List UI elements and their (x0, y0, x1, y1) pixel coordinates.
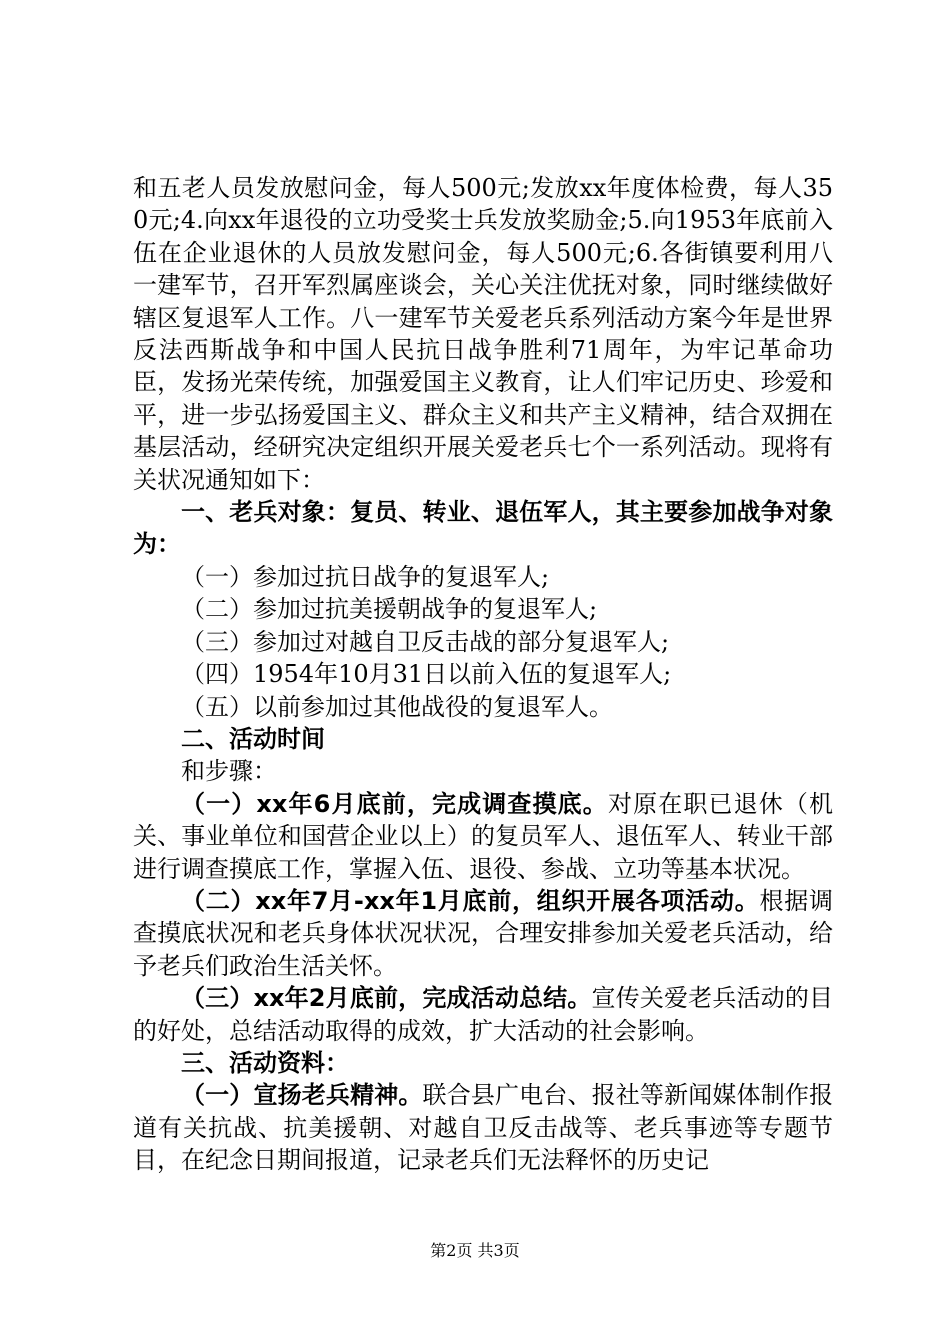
step-paragraph (133, 885, 833, 982)
page-footer: 第2页 共3页 (430, 1241, 520, 1260)
step-title: （一）xx年6月底前，完成调查摸底。 (181, 789, 608, 818)
step-text: 宣传关爱老兵活动的目的好处，总结活动取得的成效，扩大活动的社会影响。 (133, 984, 833, 1045)
content-title: （一）宣扬老兵精神。 (181, 1081, 423, 1110)
step-title: （三）xx年2月底前，完成活动总结。 (181, 984, 592, 1013)
step-paragraph (133, 982, 833, 1047)
step-paragraph (133, 788, 833, 885)
list-item: （三）参加过对越自卫反击战的部分复退军人; (181, 627, 670, 656)
list-item: （四）1954年10月31日以前入伍的复退军人; (181, 660, 672, 689)
list-item: （二）参加过抗美援朝战争的复退军人; (181, 595, 598, 624)
step-text: 对原在职已退休（机关、事业单位和国营企业以上）的复员军人、退伍军人、转业干部进行调查摸底工作，掌握入伍、退役、参战、立功等基本状况。 (133, 789, 834, 883)
list-item: （五）以前参加过其他战役的复退军人。 (181, 692, 613, 721)
heading-activity-time: 二、活动时间 (181, 724, 325, 753)
content-paragraph (133, 1079, 833, 1176)
list-item: （一）参加过抗日战争的复退军人; (181, 562, 550, 591)
document-body (133, 172, 833, 1177)
heading-activity-content: 三、活动资料： (181, 1048, 349, 1077)
heading-veteran-targets: 一、老兵对象：复员、转业、退伍军人，其主要参加战争对象为： (133, 498, 833, 559)
paragraph-intro: 和五老人员发放慰问金，每人500元;发放xx年度体检费，每人350元;4.向xx年退役的立功受奖士兵发放奖励金;5.向1953年底前入伍在企业退休的人员放发慰问金，每人500元;6.各街镇要利用八一建军节，召开军烈属座谈会，关心关注优抚对象，同时继续做好辖区复退军人工作。八一建军节关爱老兵系列活动方案今年是世界反法西斯战争和中国人民抗日战争胜利71周年，为牢记革命功臣，发扬光荣传统，加强爱国主义教育，让人们牢记历史、珍爱和平，进一步弘扬爱国主义、群众主义和共产主义精神，结合双拥在基层活动，经研究决定组织开展关爱老兵七个一系列活动。现将有关状况通知如下： (133, 174, 833, 494)
step-text: 根据调查摸底状况和老兵身体状况状况，合理安排参加关爱老兵活动，给予老兵们政治生活关怀。 (133, 886, 834, 980)
content-text: 联合县广电台、报社等新闻媒体制作报道有关抗战、抗美援朝、对越自卫反击战等、老兵事迹等专题节目，在纪念日期间报道，记录老兵们无法释怀的历史记 (133, 1081, 834, 1175)
step-title: （二）xx年7月-xx年1月底前，组织开展各项活动。 (181, 886, 760, 915)
heading-activity-time-continued: 和步骤： (181, 757, 277, 786)
